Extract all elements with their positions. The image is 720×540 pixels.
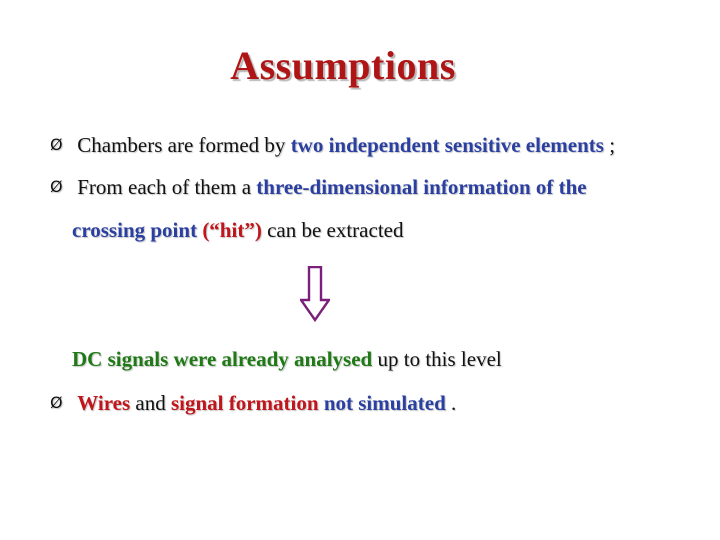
slide-title: Assumptions [230,43,456,88]
text-segment: From each of them a [77,175,257,199]
text-segment-emphasis: three-dimensional information of the [256,175,587,199]
down-arrow-icon [300,266,330,322]
text-segment: and [135,391,171,415]
bullet-arrow-icon: Ø [50,135,63,154]
text-segment-emphasis: Wires [77,391,131,415]
text-segment-emphasis: signal formation [170,391,319,415]
continuation-line-crossing-point [72,216,403,244]
text-segment-emphasis: not simulated [323,391,446,415]
text-segment-emphasis: crossing point [72,218,203,242]
bullet-line-wires [50,389,456,419]
text-segment: up to this level [377,347,502,371]
text-segment: Chambers are formed by [77,133,291,157]
bullet-arrow-icon: Ø [50,177,63,196]
text-segment: ; [609,133,616,157]
text-segment: can be extracted [267,218,404,242]
text-segment-emphasis: two independent sensitive elements [290,133,604,157]
text-segment-hit: (“hit”) [202,218,262,242]
conclusion-line-dc-signals [72,345,502,373]
text-segment: . [451,391,457,415]
bullet-arrow-icon: Ø [50,393,63,412]
bullet-line-chambers [50,131,615,161]
bullet-line-information [50,173,587,203]
text-segment-emphasis: DC signals were already analysed [72,347,373,371]
